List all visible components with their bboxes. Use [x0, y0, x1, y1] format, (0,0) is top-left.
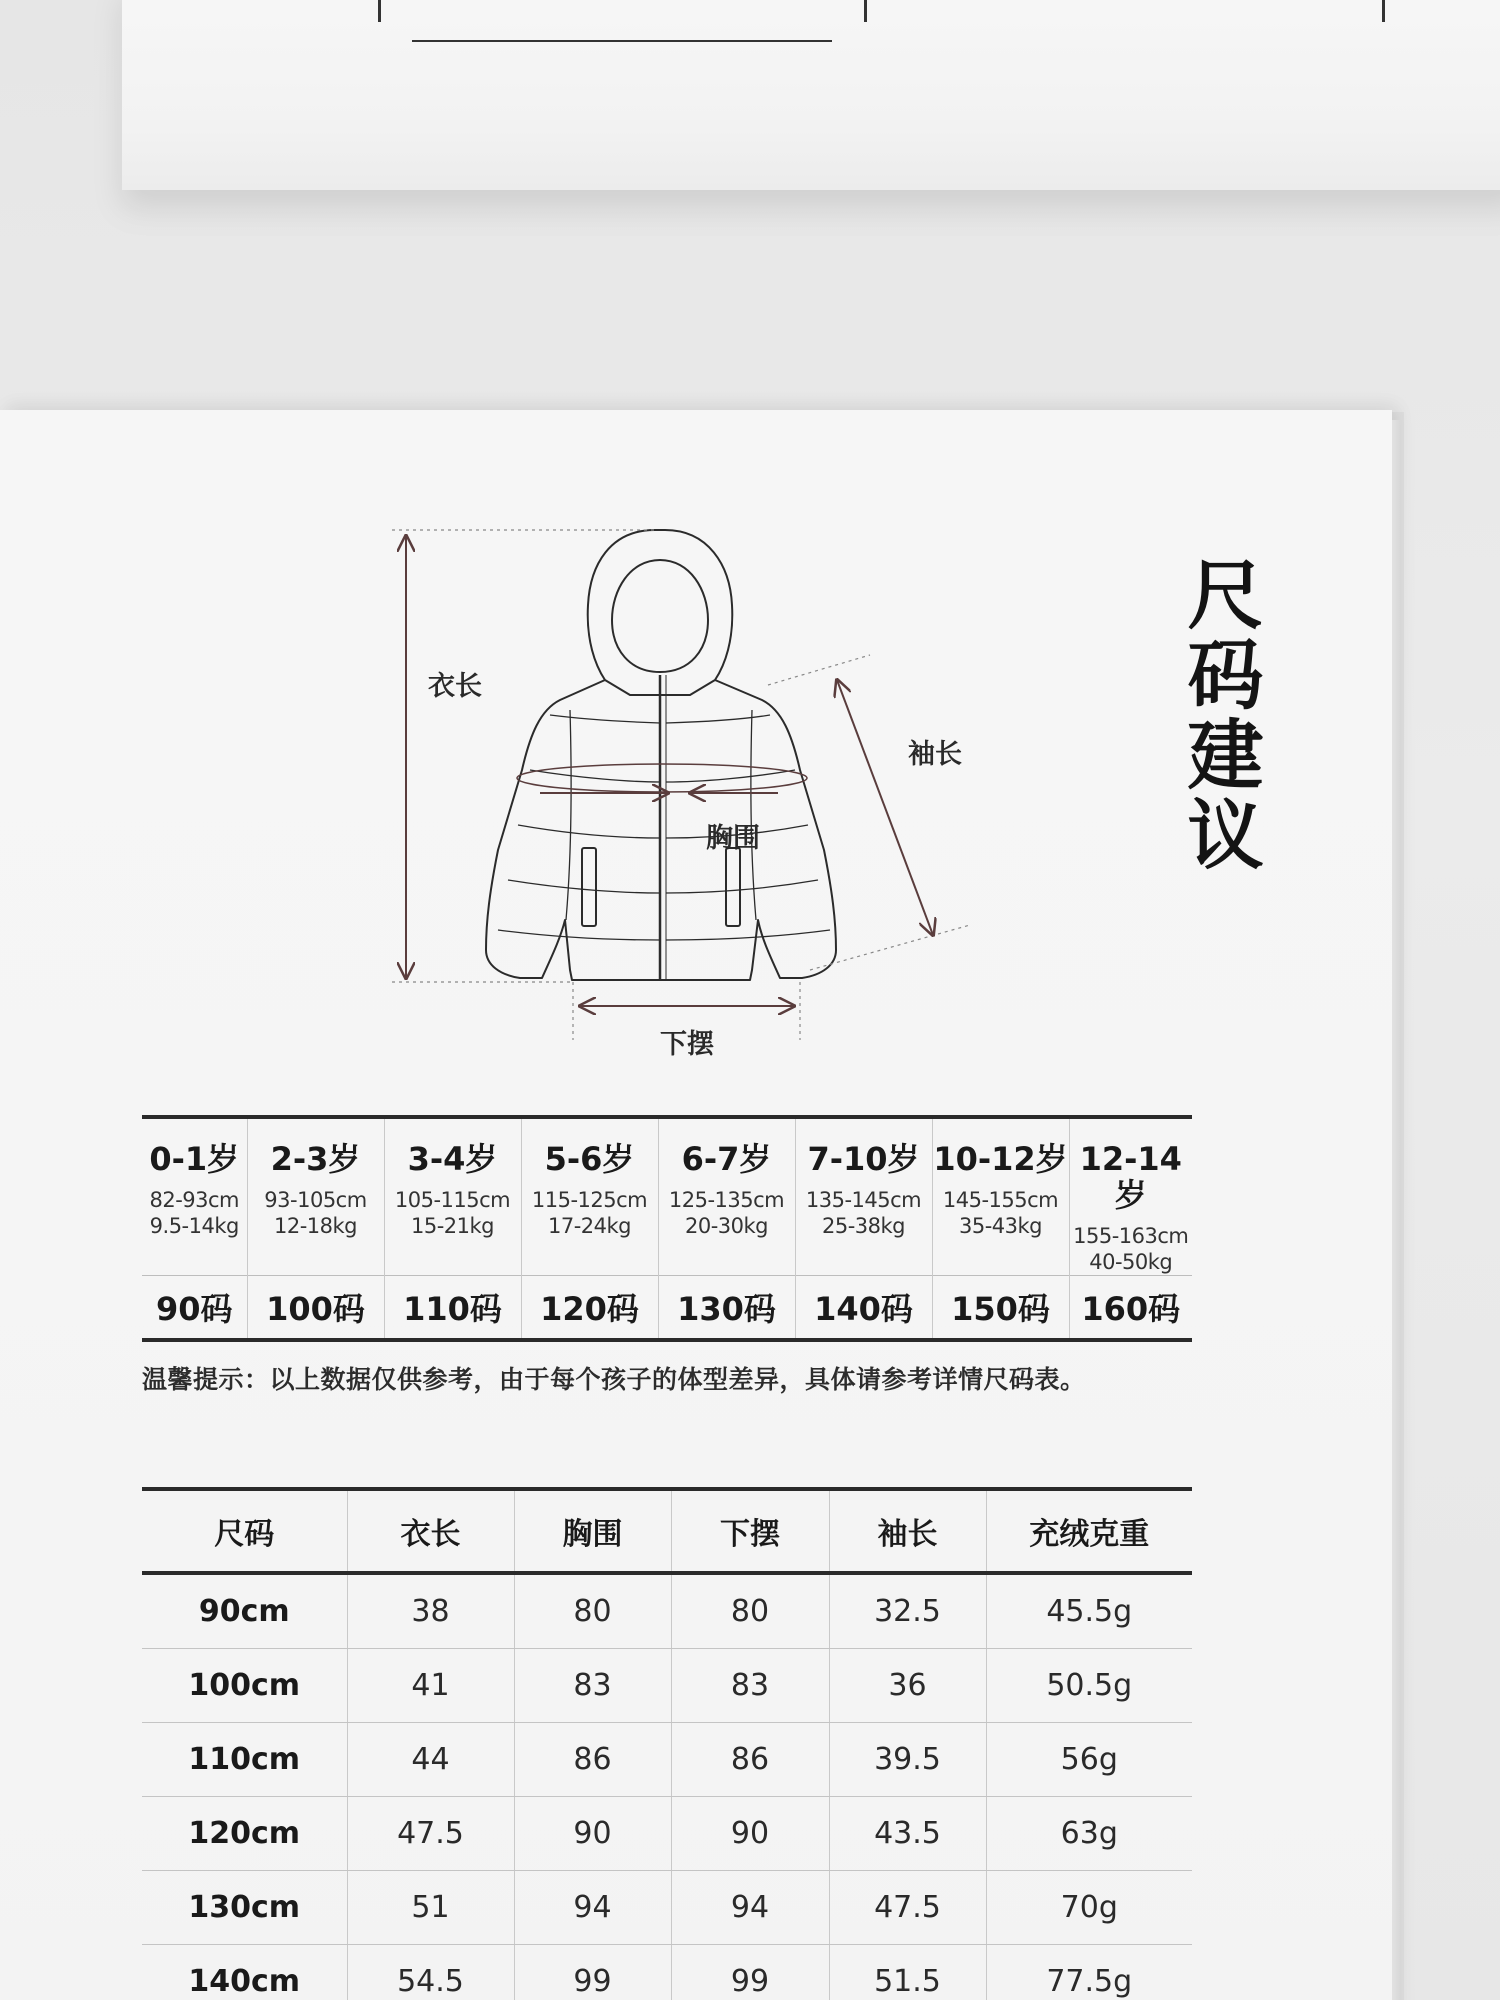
- chest-guide: [517, 764, 807, 792]
- table-cell: 130cm: [142, 1871, 347, 1945]
- size-cell: 160码: [1069, 1276, 1192, 1341]
- column-header: 袖长: [829, 1489, 986, 1573]
- sleeve-arrow: [837, 680, 933, 935]
- age-cell: 2-3岁 93-105cm 12-18kg: [247, 1117, 384, 1276]
- table-cell: 45.5g: [986, 1573, 1192, 1649]
- divider-line: [864, 0, 867, 22]
- table-cell: 99: [671, 1945, 829, 2000]
- table-cell: 41: [347, 1649, 514, 1723]
- table-cell: 32.5: [829, 1573, 986, 1649]
- table-cell: 56g: [986, 1723, 1192, 1797]
- underline-rule: [412, 40, 832, 42]
- table-cell: 47.5: [347, 1797, 514, 1871]
- column-header: 下摆: [671, 1489, 829, 1573]
- size-row: [142, 1276, 1192, 1341]
- size-cell: 110码: [384, 1276, 521, 1341]
- table-cell: 80: [671, 1573, 829, 1649]
- table-cell: 38: [347, 1573, 514, 1649]
- column-header: 充绒克重: [986, 1489, 1192, 1573]
- paper-edge: [1392, 420, 1400, 2000]
- age-cell: 0-1岁 82-93cm 9.5-14kg: [142, 1117, 247, 1276]
- table-cell: 47.5: [829, 1871, 986, 1945]
- table-cell: 90: [671, 1797, 829, 1871]
- left-pocket: [582, 848, 596, 926]
- size-cell: 90码: [142, 1276, 247, 1341]
- tip-note: 温馨提示：以上数据仅供参考，由于每个孩子的体型差异，具体请参考详情尺码表。: [142, 1365, 1086, 1394]
- table-cell: 63g: [986, 1797, 1192, 1871]
- table-cell: 77.5g: [986, 1945, 1192, 2000]
- table-row: [142, 1573, 1192, 1649]
- size-cell: 150码: [932, 1276, 1069, 1341]
- table-cell: 44: [347, 1723, 514, 1797]
- table-cell: 83: [671, 1649, 829, 1723]
- chest-label: 胸围: [706, 823, 760, 854]
- hem-label: 下摆: [660, 1029, 714, 1060]
- sleeve-label: 袖长: [908, 739, 962, 770]
- size-cell: 140码: [795, 1276, 932, 1341]
- right-pocket: [726, 848, 740, 926]
- page-title: 尺码建议: [1175, 555, 1264, 875]
- hood-opening: [612, 560, 708, 672]
- measurement-table: [142, 1487, 1192, 2000]
- table-cell: 80: [514, 1573, 671, 1649]
- divider-line: [378, 0, 381, 22]
- size-cell: 130码: [658, 1276, 795, 1341]
- table-cell: 90cm: [142, 1573, 347, 1649]
- table-cell: 83: [514, 1649, 671, 1723]
- divider-line: [1382, 0, 1385, 22]
- table-row: [142, 1723, 1192, 1797]
- size-suggestion-table: [142, 1115, 1192, 1342]
- table-cell: 86: [514, 1723, 671, 1797]
- table-cell: 86: [671, 1723, 829, 1797]
- table-cell: 51: [347, 1871, 514, 1945]
- table-cell: 90: [514, 1797, 671, 1871]
- table-cell: 120cm: [142, 1797, 347, 1871]
- table-cell: 110cm: [142, 1723, 347, 1797]
- jacket-diagram: [390, 520, 990, 1080]
- column-header: 衣长: [347, 1489, 514, 1573]
- table-cell: 99: [514, 1945, 671, 2000]
- table-cell: 39.5: [829, 1723, 986, 1797]
- table-row: [142, 1649, 1192, 1723]
- table-row: [142, 1945, 1192, 2000]
- size-cell: 100码: [247, 1276, 384, 1341]
- table-cell: 54.5: [347, 1945, 514, 2000]
- size-cell: 120码: [521, 1276, 658, 1341]
- table-cell: 51.5: [829, 1945, 986, 2000]
- top-paper-sheet: [122, 0, 1500, 190]
- age-cell: 5-6岁 115-125cm 17-24kg: [521, 1117, 658, 1276]
- age-cell: 7-10岁 135-145cm 25-38kg: [795, 1117, 932, 1276]
- age-cell: 3-4岁 105-115cm 15-21kg: [384, 1117, 521, 1276]
- age-cell: 10-12岁 145-155cm 35-43kg: [932, 1117, 1069, 1276]
- hood-outline: [588, 530, 733, 695]
- table-cell: 43.5: [829, 1797, 986, 1871]
- column-header: 尺码: [142, 1489, 347, 1573]
- age-cell: 6-7岁 125-135cm 20-30kg: [658, 1117, 795, 1276]
- table-cell: 140cm: [142, 1945, 347, 2000]
- column-header: 胸围: [514, 1489, 671, 1573]
- age-row: [142, 1117, 1192, 1276]
- table-row: [142, 1797, 1192, 1871]
- table-cell: 70g: [986, 1871, 1192, 1945]
- length-label: 衣长: [428, 671, 482, 702]
- table-header-row: [142, 1489, 1192, 1573]
- age-cell: 12-14岁 155-163cm 40-50kg: [1069, 1117, 1192, 1276]
- table-row: [142, 1871, 1192, 1945]
- table-cell: 36: [829, 1649, 986, 1723]
- table-cell: 94: [514, 1871, 671, 1945]
- table-cell: 94: [671, 1871, 829, 1945]
- table-cell: 50.5g: [986, 1649, 1192, 1723]
- table-cell: 100cm: [142, 1649, 347, 1723]
